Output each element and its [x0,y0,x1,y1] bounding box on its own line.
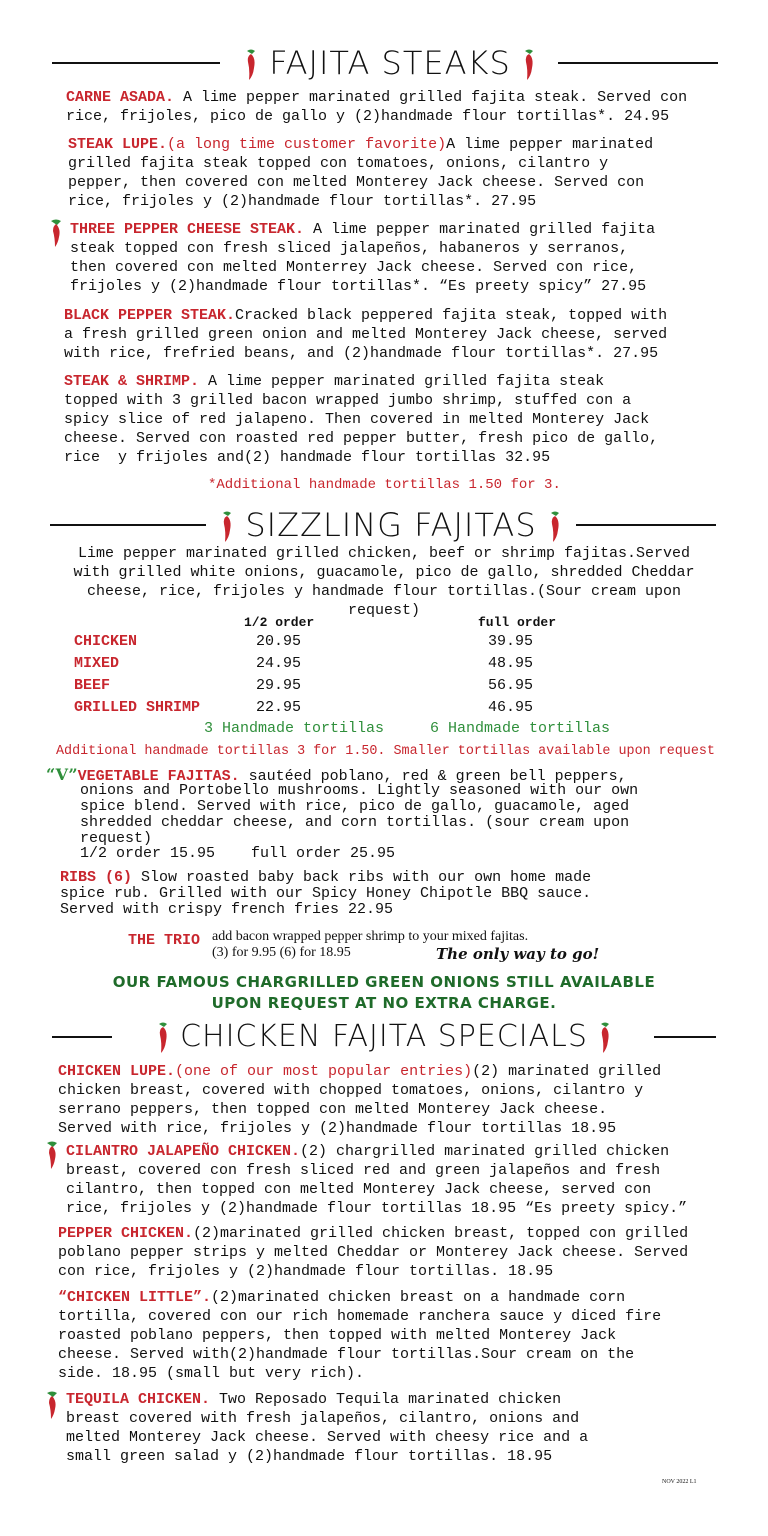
header-rule-right [576,524,716,526]
item-desc: melted Monterey Jack cheese. Served with cheesy rice and a [66,1429,589,1446]
chili-pepper-icon [244,48,258,82]
price-row-name: GRILLED SHRIMP [74,699,201,716]
menu-item-black-pepper-steak [64,306,667,363]
item-desc: Served with crispy french fries 22.95 [60,901,394,918]
chili-pepper-icon [44,1390,60,1420]
item-desc: shredded cheddar cheese, and corn tortillas. (sour cream upon [80,814,630,831]
column-header-half: 1/2 order [244,615,315,630]
item-desc: (2)marinated chicken breast on a handmade corn [211,1289,626,1306]
vegetable-fajitas-price: 1/2 order 15.95 full order 25.95 [80,845,396,862]
trio-prices: (3) for 9.95 (6) for 18.95 [212,945,351,960]
item-desc: spicy slice of red jalapeno. Then covered in melted Monterey Jack [64,411,650,428]
tortilla-note-half: 3 Handmade tortillas [204,720,385,737]
item-desc: with rice, frefried beans, and (2)handmade flour tortillas*. 27.95 [64,345,659,362]
item-desc: rice, frijoles, pico de gallo y (2)handmade flour tortillas*. 24.95 [66,108,670,125]
item-name: RIBS (6) [60,869,133,886]
item-desc: rice y frijoles and(2) handmade flour tortillas 32.95 [64,449,551,466]
section-header-fajita-steaks [0,38,768,88]
item-note: (one of our most popular entries) [175,1063,473,1080]
vegetable-fajitas-desc [80,783,638,847]
section-title: CHICKEN FAJITA SPECIALS [180,1019,588,1054]
intro-line: with grilled white onions, guacamole, pico de gallo, shredded Cheddar [73,564,695,581]
item-desc: spice rub. Grilled with our Spicy Honey Chipotle BBQ sauce. [60,885,592,902]
header-rule-left [52,1036,112,1038]
item-name: CHICKEN LUPE. [58,1063,176,1080]
intro-line: Lime pepper marinated grilled chicken, beef or shrimp fajitas.Served [77,545,691,562]
item-desc: poblano pepper strips y melted Cheddar or Monterey Jack cheese. Served [58,1244,689,1261]
item-desc: (2)marinated grilled chicken breast, topped con grilled [193,1225,689,1242]
menu-item-steak-lupe [68,135,653,211]
item-desc: breast, covered con fresh sliced red and green jalapeños and fresh [66,1162,661,1179]
price-full: 39.95 [488,633,534,650]
tortilla-note-full: 6 Handmade tortillas [430,720,611,737]
header-rule-left [52,62,220,64]
item-desc: A lime pepper marinated grilled fajita steak [199,373,605,390]
column-header-full: full order [478,615,557,630]
menu-item-chicken-little [58,1288,661,1383]
item-name: CILANTRO JALAPEÑO CHICKEN. [66,1143,301,1160]
item-desc: request) [80,830,153,847]
item-desc: Served with rice, frijoles y (2)handmade flour tortillas 18.95 [58,1120,617,1137]
item-desc: A lime pepper marinated [446,136,654,153]
price-full: 46.95 [488,699,534,716]
header-rule-right [654,1036,716,1038]
chili-pepper-icon [548,510,562,544]
section-title: SIZZLING FAJITAS [245,506,537,544]
menu-item-ribs [60,870,591,918]
item-desc: A lime pepper marinated grilled fajita [304,221,656,238]
section-header-chicken-fajita-specials [0,1012,768,1062]
price-half: 22.95 [256,699,302,716]
item-name: TEQUILA CHICKEN. [66,1391,211,1408]
footer-code: NOV 2022 L1 [662,1479,697,1485]
item-desc: (2) chargrilled marinated grilled chicken [300,1143,670,1160]
item-desc: rice, frijoles y (2)handmade flour tortillas 18.95 “Es preety spicy.” [66,1200,688,1217]
item-desc: topped with 3 grilled bacon wrapped jumbo shrimp, stuffed con a [64,392,632,409]
item-name: STEAK LUPE. [68,136,168,153]
green-onions-line-1: OUR FAMOUS CHARGRILLED GREEN ONIONS STILL AVAILABLE [112,973,656,991]
item-desc: grilled fajita steak topped con tomatoes, onions, cilantro y [68,155,609,172]
chili-pepper-icon [44,1140,60,1170]
trio-name: THE TRIO [128,932,201,949]
item-name: PEPPER CHICKEN. [58,1225,194,1242]
item-name: VEGETABLE FAJITAS. [77,768,240,785]
price-full: 48.95 [488,655,534,672]
sizzling-intro [0,544,768,601]
price-row-name: MIXED [74,655,120,672]
menu-item-three-pepper-cheese-steak [70,220,655,296]
vegetarian-mark: “V” [46,765,78,784]
header-rule-right [558,62,718,64]
menu-item-steak-and-shrimp [64,372,658,467]
item-desc: side. 18.95 (small but very rich). [58,1365,365,1382]
trio-tagline: The only way to go! [436,945,600,963]
item-desc: Cracked black peppered fajita steak, topped with [235,307,668,324]
additional-tortillas-note: Additional handmade tortillas 3 for 1.50. Smaller tortillas available upon request [56,744,715,759]
chili-pepper-icon [220,510,234,544]
item-name: CARNE ASADA. [66,89,175,106]
item-desc: sautéed poblano, red & green bell peppers, [239,768,627,785]
section-header-sizzling-fajitas [0,500,768,550]
item-desc: small green salad y (2)handmade flour tortillas. 18.95 [66,1448,553,1465]
item-name: STEAK & SHRIMP. [64,373,200,390]
section-title: FAJITA STEAKS [269,44,511,82]
menu-item-pepper-chicken [58,1224,688,1281]
price-row-name: CHICKEN [74,633,138,650]
chili-pepper-icon [48,218,64,248]
price-half: 29.95 [256,677,302,694]
item-desc: chicken breast, covered with chopped tomatoes, onions, cilantro y [58,1082,644,1099]
item-desc: pepper, then covered con melted Monterey Jack cheese. Served con [68,174,645,191]
item-desc: onions and Portobello mushrooms. Lightly seasoned with our own [80,782,639,799]
price-row-name: BEEF [74,677,111,694]
price-half: 20.95 [256,633,302,650]
header-rule-left [50,524,206,526]
item-desc: A lime pepper marinated grilled fajita steak. Served con [174,89,688,106]
intro-line: request) [348,602,421,619]
item-name: THREE PEPPER CHEESE STEAK. [70,221,305,238]
item-desc: cheese. Served with(2)handmade flour tortillas.Sour cream on the [58,1346,635,1363]
item-desc: frijoles y (2)handmade flour tortillas*. “Es preety spicy” 27.95 [70,278,647,295]
price-half: 24.95 [256,655,302,672]
item-desc: breast covered with fresh jalapeños, cilantro, onions and [66,1410,580,1427]
item-desc: roasted poblano peppers, then topped with melted Monterey Jack [58,1327,617,1344]
menu-item-chicken-lupe [58,1062,661,1138]
item-desc: cheese. Served con roasted red pepper butter, fresh pico de gallo, [64,430,659,447]
item-desc: con rice, frijoles y (2)handmade flour tortillas. 18.95 [58,1263,554,1280]
menu-item-cilantro-jalapeno-chicken [66,1142,687,1218]
item-desc: then covered con melted Monterrey Jack cheese. Served con rice, [70,259,638,276]
trio-desc: add bacon wrapped pepper shrimp to your mixed fajitas. [212,929,529,944]
item-desc: rice, frijoles y (2)handmade flour tortillas*. 27.95 [68,193,537,210]
menu-item-carne-asada [66,88,687,126]
item-note: (a long time customer favorite) [167,136,447,153]
tortilla-footnote: *Additional handmade tortillas 1.50 for 3. [208,477,561,493]
chili-pepper-icon [156,1021,170,1055]
item-desc: serrano peppers, then topped con melted Monterey Jack cheese. [58,1101,608,1118]
intro-line: cheese, rice, frijoles y handmade flour tortillas.(Sour cream upon [86,583,682,600]
item-desc: spice blend. Served with rice, pico de gallo, guacamole, aged [80,798,630,815]
item-desc: cilantro, then topped con melted Monterey Jack cheese, served con [66,1181,652,1198]
chili-pepper-icon [598,1021,612,1055]
item-desc: Slow roasted baby back ribs with our own home made [132,869,592,886]
menu-item-tequila-chicken [66,1390,588,1466]
item-name: “CHICKEN LITTLE”. [58,1289,212,1306]
item-desc: (2) marinated grilled [472,1063,662,1080]
item-desc: a fresh grilled green onion and melted Monterey Jack cheese, served [64,326,668,343]
green-onions-line-2: UPON REQUEST AT NO EXTRA CHARGE. [211,994,557,1012]
price-full: 56.95 [488,677,534,694]
item-name: BLACK PEPPER STEAK. [64,307,236,324]
chili-pepper-icon [522,48,536,82]
item-desc: tortilla, covered con our rich homemade ranchera sauce y diced fire [58,1308,662,1325]
item-desc: Two Reposado Tequila marinated chicken [210,1391,562,1408]
item-desc: steak topped con fresh sliced jalapeños, habaneros y serranos, [70,240,629,257]
